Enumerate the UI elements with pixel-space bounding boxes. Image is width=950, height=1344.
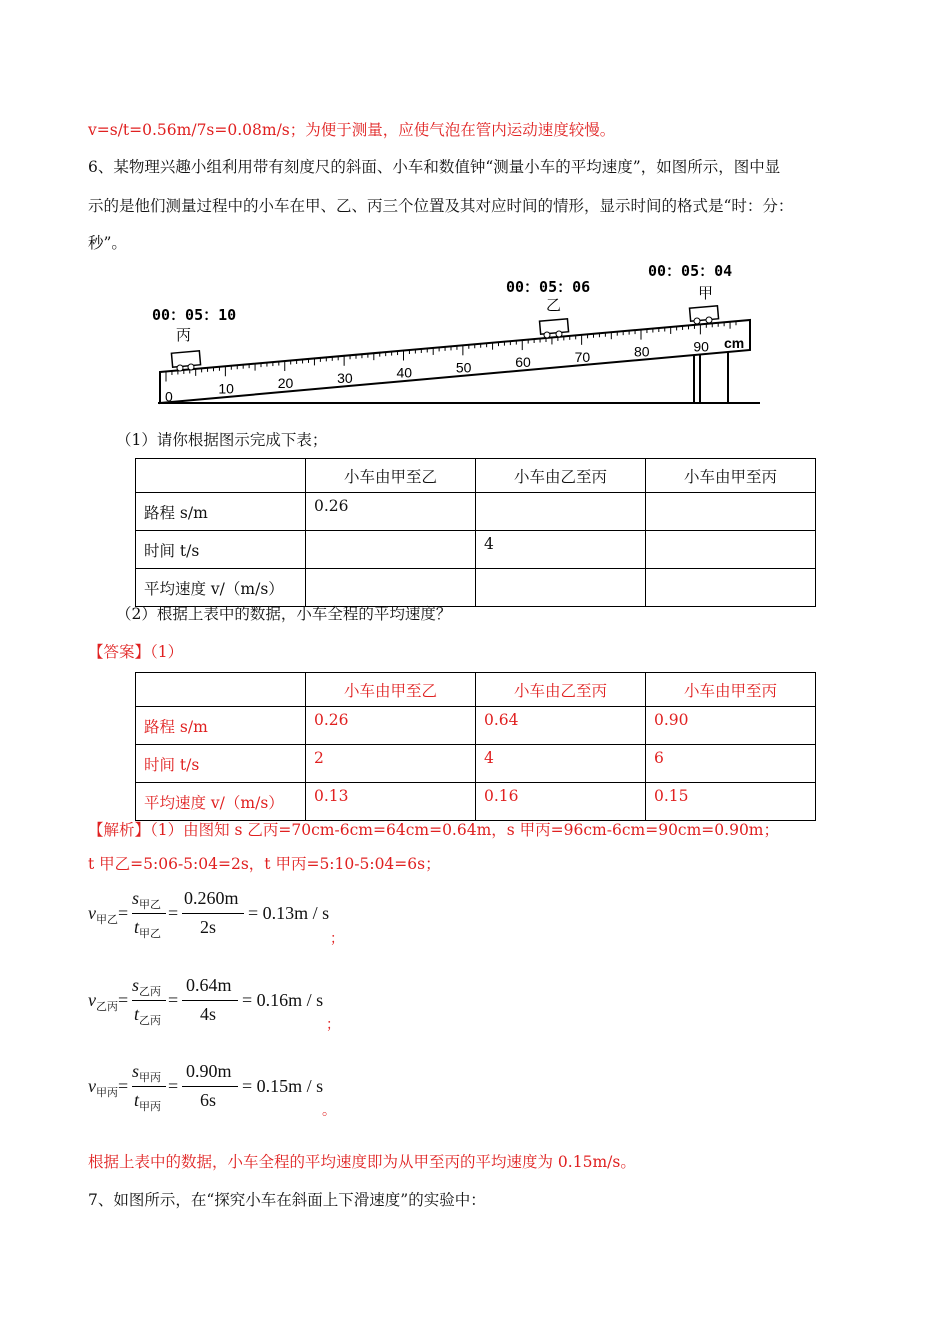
table-cell: 0.16 (476, 783, 646, 821)
table-cell: 0.26 (306, 493, 476, 531)
incline-ruler-figure (140, 258, 780, 410)
ruler-scale-label: 30 (337, 369, 353, 386)
formula-end-mark: ； (330, 931, 344, 947)
label-jia: 甲 (698, 284, 714, 302)
answer-heading: 【答案】（1） (88, 643, 184, 661)
formula-symbol: v (88, 903, 96, 923)
formula-subscript: 甲丙 (96, 1087, 118, 1099)
answer-table (135, 672, 816, 821)
table-cell: 4 (476, 531, 646, 569)
label-bing: 丙 (176, 326, 192, 344)
table-cell (646, 569, 816, 607)
ruler-scale-label: 40 (396, 364, 413, 381)
formula-subscript: 甲丙 (139, 1101, 162, 1113)
formula-symbol: t (134, 917, 140, 937)
formula-denominator: 6s (200, 1090, 217, 1110)
conclusion-line: 根据上表中的数据，小车全程的平均速度即为从甲至丙的平均速度为 0.15m/s。 (88, 1153, 636, 1171)
formula-subscript: 甲乙 (139, 928, 162, 940)
ruler-scale-label: 10 (218, 380, 234, 397)
formula-symbol: s (132, 975, 140, 995)
table-header: 小车由乙至丙 (476, 459, 646, 493)
analysis-line-2: t 甲乙=5:06-5:04=2s，t 甲丙=5:10-5:04=6s； (88, 855, 441, 873)
formula-denominator: 2s (200, 917, 217, 937)
formula-result: = 0.13m / s (248, 903, 330, 923)
table-cell (306, 569, 476, 607)
formula-end-mark: 。 (322, 1103, 336, 1119)
label-yi: 乙 (546, 296, 562, 314)
formula-denominator: 4s (200, 1004, 217, 1024)
formula-symbol: t (134, 1004, 140, 1024)
car-yi (540, 319, 569, 338)
row-label-distance: 路程 s/m (136, 707, 306, 745)
question-7-line: 7、如图所示，在“探究小车在斜面上下滑速度”的实验中： (88, 1191, 486, 1209)
table-cell: 2 (306, 745, 476, 783)
ruler-scale-label: 0 (165, 388, 173, 405)
row-label-speed: 平均速度 v/（m/s） (136, 569, 306, 607)
formula-subscript: 乙丙 (96, 1001, 118, 1013)
row-label-time: 时间 t/s (136, 745, 306, 783)
table-cell (476, 569, 646, 607)
table-cell (306, 531, 476, 569)
table-cell: 0.13 (306, 783, 476, 821)
ruler-scale-label: 70 (574, 348, 591, 365)
table-corner-cell (136, 459, 306, 493)
table-cell: 6 (646, 745, 816, 783)
formula-numerator: 0.64m (186, 975, 232, 995)
formula-symbol: t (134, 1090, 140, 1110)
formula-subscript: 甲乙 (139, 899, 162, 911)
formula-symbol: v (88, 1076, 96, 1096)
formula-symbol: s (132, 1061, 140, 1081)
table-header: 小车由乙至丙 (476, 673, 646, 707)
formula-subscript: 乙丙 (139, 1015, 162, 1027)
ruler-scale-label: 80 (634, 343, 650, 360)
formula-numerator: 0.90m (186, 1061, 232, 1081)
table-header: 小车由甲至丙 (646, 459, 816, 493)
table-cell (646, 531, 816, 569)
question-6-line-1: 6、某物理兴趣小组利用带有刻度尺的斜面、小车和数值钟“测量小车的平均速度”，如图所示，图中显 (88, 158, 781, 176)
row-label-distance: 路程 s/m (136, 493, 306, 531)
table-cell (476, 493, 646, 531)
time-bing: 00：05：10 (152, 306, 237, 324)
table-cell: 0.26 (306, 707, 476, 745)
question-6-line-2: 示的是他们测量过程中的小车在甲、乙、丙三个位置及其对应时间的情形，显示时间的格式是“时：分： (88, 197, 794, 215)
table-cell (646, 493, 816, 531)
row-label-speed: 平均速度 v/（m/s） (136, 783, 306, 821)
table-cell: 0.90 (646, 707, 816, 745)
table-cell: 0.15 (646, 783, 816, 821)
part-2-prompt: （2）根据上表中的数据，小车全程的平均速度？ (116, 605, 452, 623)
row-label-time: 时间 t/s (136, 531, 306, 569)
table-header: 小车由甲至乙 (306, 459, 476, 493)
formula-subscript: 甲丙 (139, 1072, 162, 1084)
formula-result: = 0.15m / s (242, 1076, 324, 1096)
question-6-line-3: 秒”。 (88, 234, 127, 252)
time-jia: 00：05：04 (648, 262, 733, 280)
ruler-scale-label: 50 (455, 359, 472, 376)
formula-subscript: 甲乙 (96, 914, 118, 926)
car-jia (690, 306, 719, 324)
ruler-scale-label: 20 (277, 375, 294, 392)
table-cell: 4 (476, 745, 646, 783)
formula-subscript: 乙丙 (139, 986, 162, 998)
ruler-scale-label: 60 (515, 354, 531, 371)
time-yi: 00：05：06 (506, 278, 591, 296)
unit-label: cm (724, 335, 745, 351)
table-cell: 0.64 (476, 707, 646, 745)
formula-symbol: v (88, 990, 96, 1010)
ruler-scale-label: 90 (693, 338, 709, 355)
previous-answer-line: v=s/t=0.56m/7s=0.08m/s；为便于测量，应使气泡在管内运动速度较慢。 (88, 121, 616, 139)
formula-end-mark: ； (326, 1017, 340, 1033)
table-header: 小车由甲至丙 (646, 673, 816, 707)
question-table (135, 458, 816, 607)
formula-result: = 0.16m / s (242, 990, 324, 1010)
part-1-prompt: （1）请你根据图示完成下表； (116, 431, 328, 449)
table-corner-cell (136, 673, 306, 707)
table-header: 小车由甲至乙 (306, 673, 476, 707)
formula-symbol: s (132, 888, 140, 908)
formula-numerator: 0.260m (184, 888, 239, 908)
analysis-line-1: 【解析】（1）由图知 s 乙丙=70cm-6cm=64cm=0.64m，s 甲丙=96cm-6cm=90cm=0.90m； (88, 821, 780, 839)
